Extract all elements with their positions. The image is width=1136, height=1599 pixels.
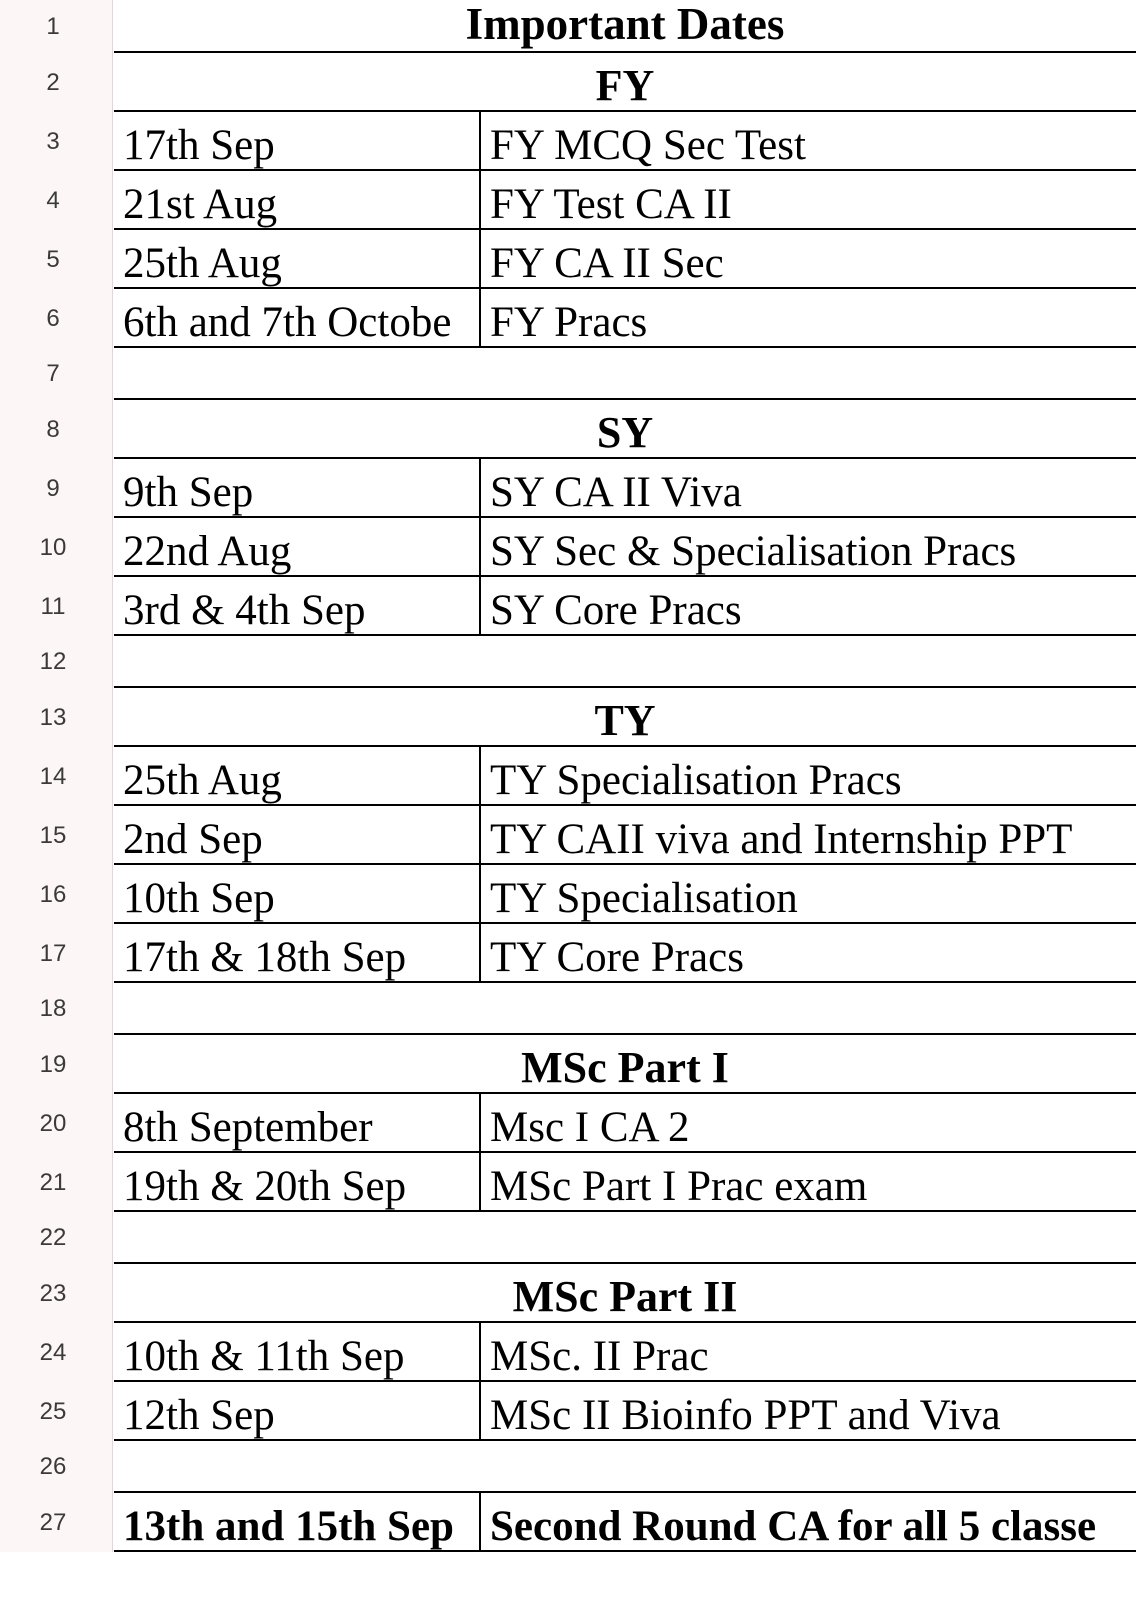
event-cell[interactable]: FY Pracs [479, 289, 1136, 348]
sheet-row [0, 1264, 1136, 1323]
date-cell[interactable]: 22nd Aug [123, 528, 292, 575]
sheet-row [0, 1382, 1136, 1441]
sheet-row [0, 53, 1136, 112]
section-header-cell[interactable]: TY [594, 696, 656, 745]
row-number-header[interactable]: 3 [0, 112, 113, 171]
sheet-row [0, 1493, 1136, 1552]
sheet-row [0, 400, 1136, 459]
sheet-title-cell[interactable]: Important Dates [465, 0, 785, 49]
row-number-header[interactable]: 11 [0, 577, 113, 636]
event-cell[interactable]: FY CA II Sec [479, 230, 1136, 289]
sheet-row [0, 806, 1136, 865]
event-cell[interactable]: FY Test CA II [479, 171, 1136, 230]
blank-cell[interactable] [114, 348, 1136, 400]
event-cell[interactable]: TY Specialisation [479, 865, 1136, 924]
sheet-row [0, 1094, 1136, 1153]
row-number-header[interactable]: 5 [0, 230, 113, 289]
row-number-header[interactable]: 26 [0, 1441, 113, 1493]
sheet-row [0, 636, 1136, 688]
row-number-header[interactable]: 13 [0, 688, 113, 747]
sheet-row [0, 1035, 1136, 1094]
row-number-header[interactable]: 23 [0, 1264, 113, 1323]
row-number-header[interactable]: 2 [0, 53, 113, 112]
date-cell[interactable]: 9th Sep [123, 469, 254, 516]
row-number-header[interactable]: 24 [0, 1323, 113, 1382]
event-cell[interactable]: TY Specialisation Pracs [479, 747, 1136, 806]
sheet-row [0, 0, 1136, 53]
section-header-cell[interactable]: MSc Part I [521, 1043, 729, 1092]
row-number-header[interactable]: 12 [0, 636, 113, 688]
sheet-row [0, 688, 1136, 747]
sheet-row [0, 865, 1136, 924]
sheet-row [0, 171, 1136, 230]
row-number-header[interactable]: 7 [0, 348, 113, 400]
event-cell[interactable]: MSc II Bioinfo PPT and Viva [479, 1382, 1136, 1441]
sheet-row [0, 577, 1136, 636]
sheet-row [0, 348, 1136, 400]
event-cell[interactable]: MSc Part I Prac exam [479, 1153, 1136, 1212]
section-header-cell[interactable]: SY [596, 408, 654, 457]
event-cell[interactable]: Msc I CA 2 [479, 1094, 1136, 1153]
row-number-header[interactable]: 17 [0, 924, 113, 983]
row-number-header[interactable]: 14 [0, 747, 113, 806]
event-cell[interactable]: SY Sec & Specialisation Pracs [479, 518, 1136, 577]
row-number-header[interactable]: 20 [0, 1094, 113, 1153]
event-cell[interactable]: MSc. II Prac [479, 1323, 1136, 1382]
date-cell[interactable]: 10th Sep [123, 875, 275, 922]
event-cell[interactable]: FY MCQ Sec Test [479, 112, 1136, 171]
date-cell[interactable]: 19th & 20th Sep [123, 1163, 407, 1210]
row-number-header[interactable]: 21 [0, 1153, 113, 1212]
blank-cell[interactable] [114, 636, 1136, 688]
event-cell[interactable]: Second Round CA for all 5 classe [479, 1493, 1136, 1552]
sheet-row [0, 230, 1136, 289]
date-cell[interactable]: 8th September [123, 1104, 373, 1151]
date-cell[interactable]: 21st Aug [123, 181, 278, 228]
event-cell[interactable]: TY CAII viva and Internship PPT [479, 806, 1136, 865]
row-number-header[interactable]: 16 [0, 865, 113, 924]
event-cell[interactable]: SY CA II Viva [479, 459, 1136, 518]
date-cell[interactable]: 25th Aug [123, 757, 282, 804]
row-number-header[interactable]: 19 [0, 1035, 113, 1094]
row-number-header[interactable]: 22 [0, 1212, 113, 1264]
sheet-row [0, 924, 1136, 983]
date-cell[interactable]: 25th Aug [123, 240, 282, 287]
row-number-header[interactable]: 15 [0, 806, 113, 865]
sheet-row [0, 1441, 1136, 1493]
date-cell[interactable]: 3rd & 4th Sep [123, 587, 366, 634]
date-cell[interactable]: 12th Sep [123, 1392, 275, 1439]
sheet-row [0, 1323, 1136, 1382]
date-cell[interactable]: 2nd Sep [123, 816, 263, 863]
row-number-header[interactable]: 9 [0, 459, 113, 518]
row-border [114, 1550, 1136, 1552]
sheet-row [0, 459, 1136, 518]
event-cell[interactable]: TY Core Pracs [479, 924, 1136, 983]
blank-cell[interactable] [114, 1212, 1136, 1264]
sheet-row [0, 983, 1136, 1035]
date-cell[interactable]: 13th and 15th Sep [123, 1503, 454, 1550]
row-number-header[interactable]: 10 [0, 518, 113, 577]
sheet-row [0, 1212, 1136, 1264]
blank-cell[interactable] [114, 1441, 1136, 1493]
sheet-row [0, 747, 1136, 806]
blank-cell[interactable] [114, 983, 1136, 1035]
row-number-header[interactable]: 27 [0, 1493, 113, 1552]
date-cell[interactable]: 6th and 7th Octobe [123, 299, 452, 346]
sheet-row [0, 1153, 1136, 1212]
sheet-row [0, 289, 1136, 348]
event-cell[interactable]: SY Core Pracs [479, 577, 1136, 636]
sheet-row [0, 518, 1136, 577]
row-number-header[interactable]: 8 [0, 400, 113, 459]
date-cell[interactable]: 10th & 11th Sep [123, 1333, 405, 1380]
row-number-header[interactable]: 6 [0, 289, 113, 348]
date-cell[interactable]: 17th & 18th Sep [123, 934, 407, 981]
sheet-row [0, 112, 1136, 171]
section-header-cell[interactable]: MSc Part II [512, 1272, 738, 1321]
date-cell[interactable]: 17th Sep [123, 122, 275, 169]
section-header-cell[interactable]: FY [595, 61, 655, 110]
row-number-header[interactable]: 4 [0, 171, 113, 230]
row-number-header[interactable]: 1 [0, 0, 113, 53]
row-number-header[interactable]: 25 [0, 1382, 113, 1441]
row-number-header[interactable]: 18 [0, 983, 113, 1035]
